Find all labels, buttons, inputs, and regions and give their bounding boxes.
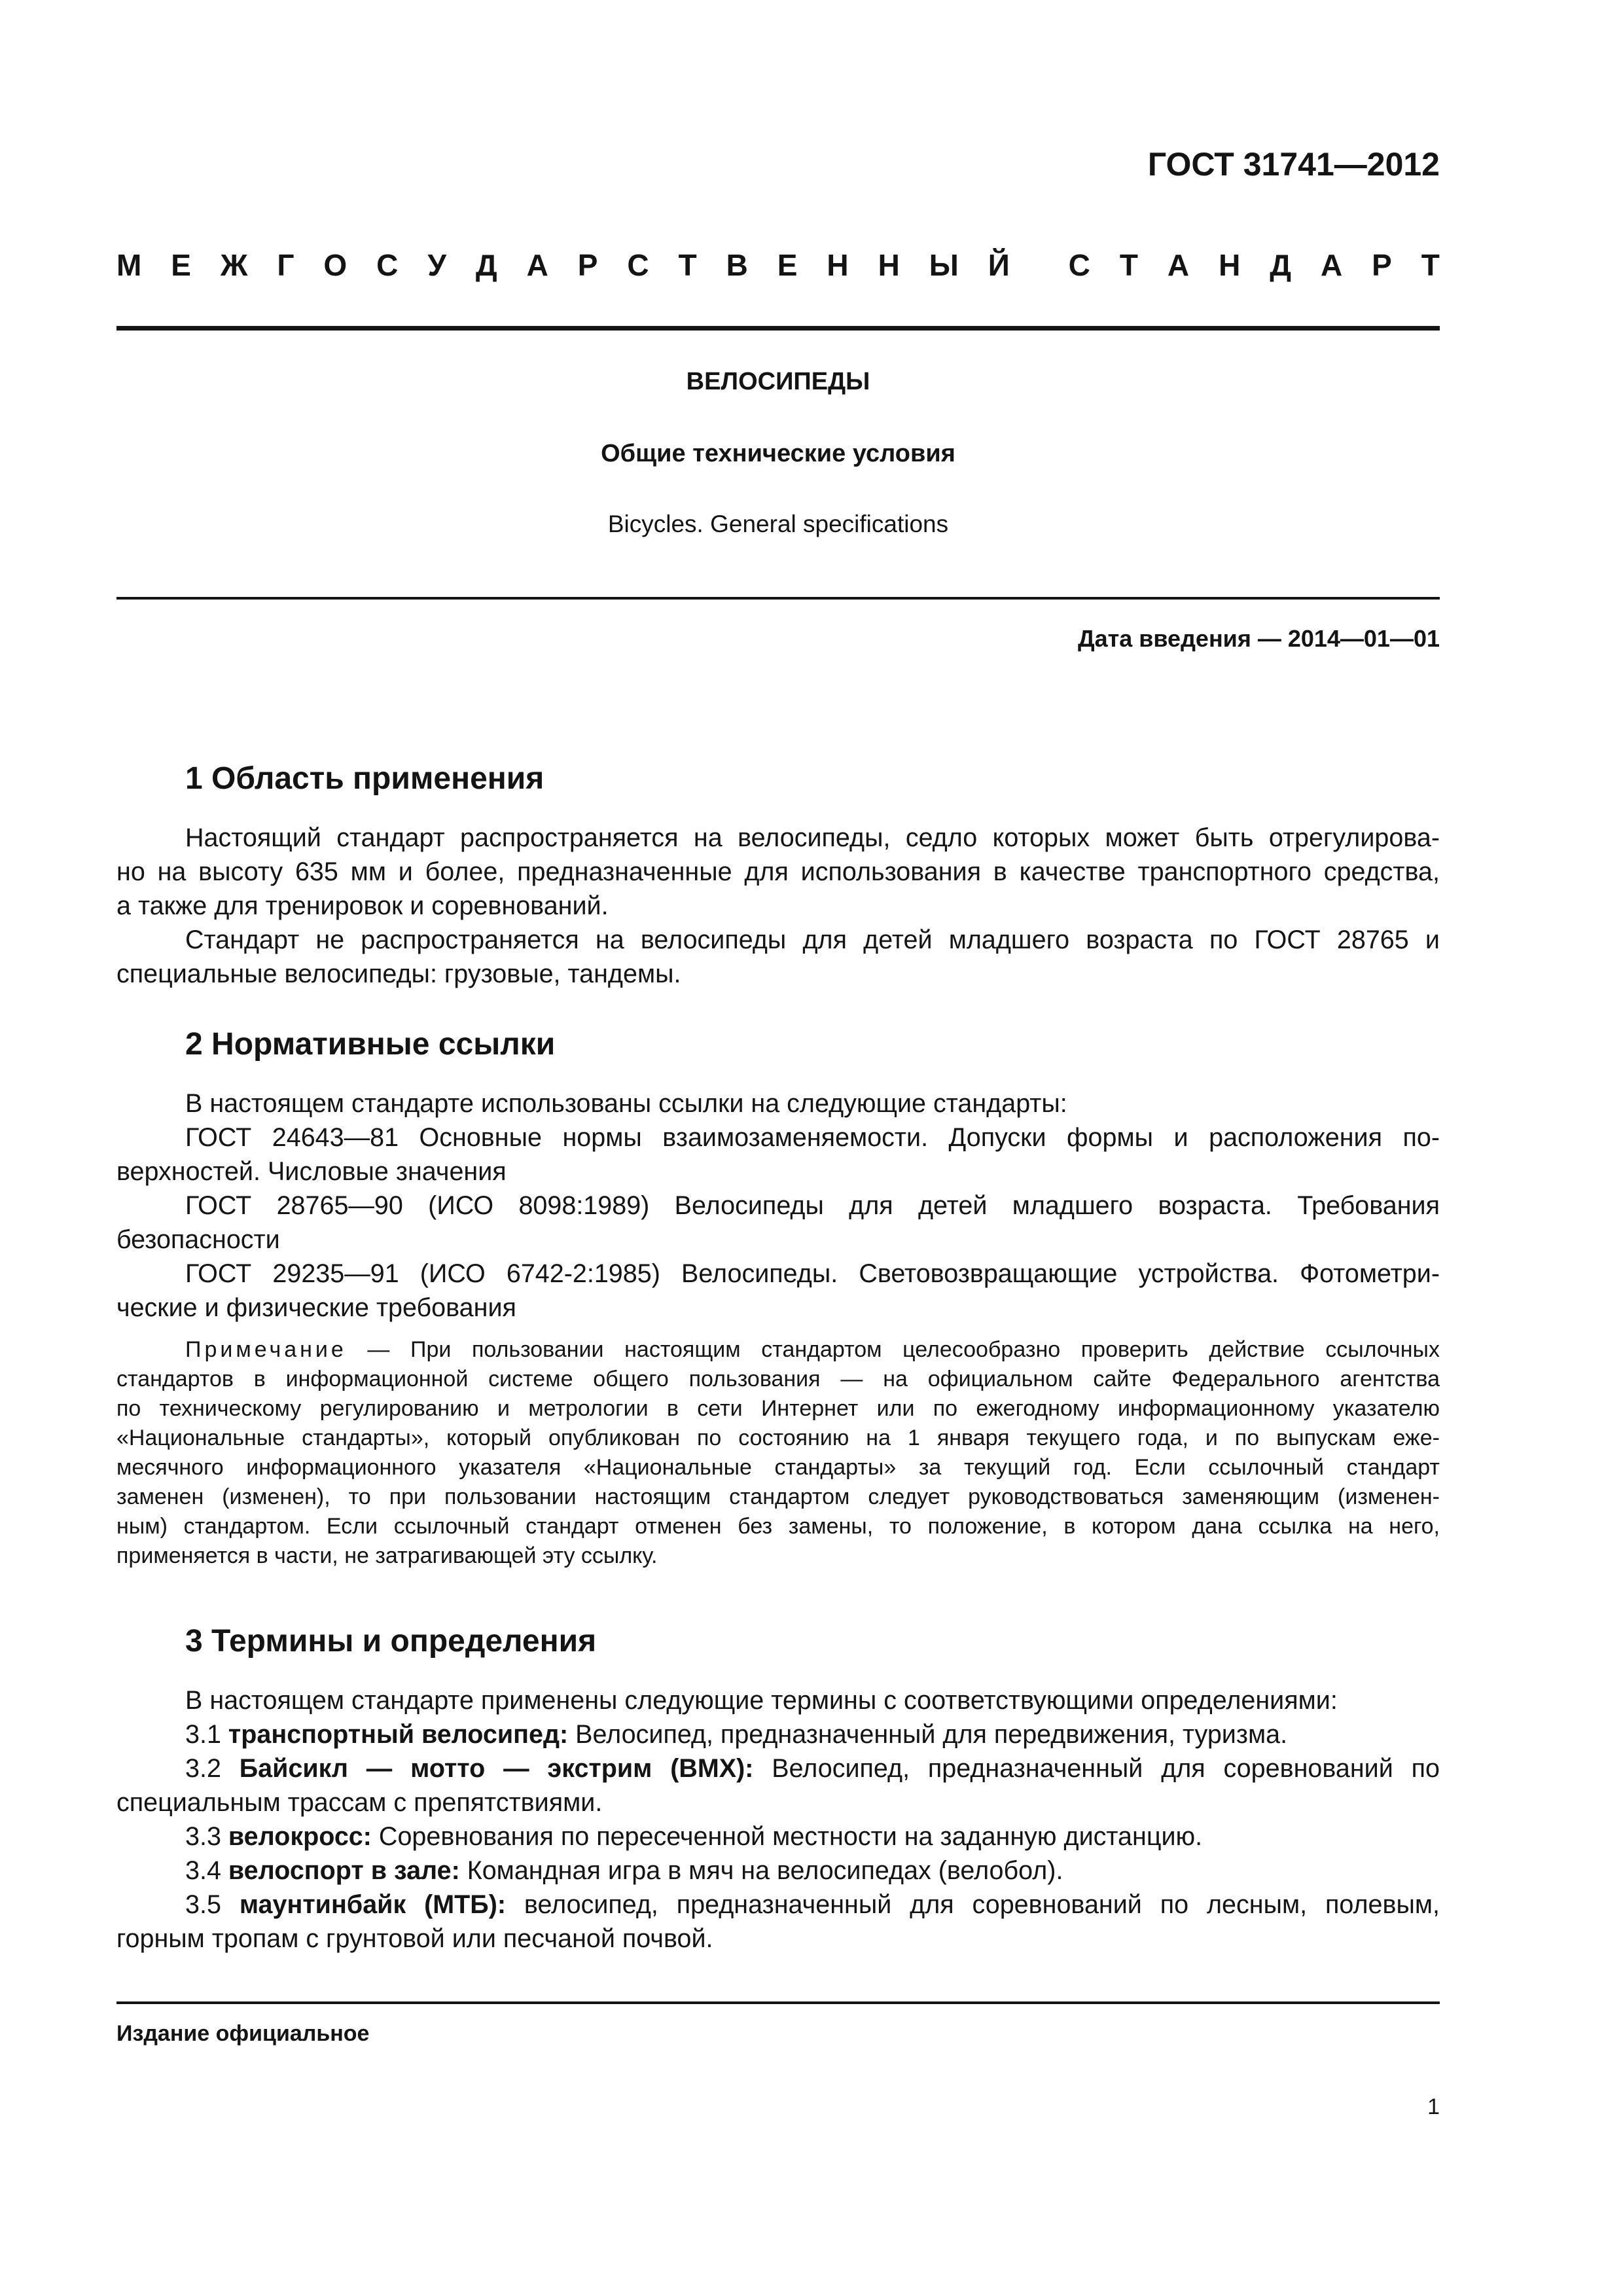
introduction-date: Дата введения — 2014—01—01 — [1077, 625, 1440, 652]
section-1-heading: 1 Область применения — [185, 761, 544, 796]
heading-letter: В — [726, 248, 748, 282]
heading-letter: Р — [1372, 248, 1392, 282]
heading-letter: Д — [1270, 248, 1292, 282]
paragraph-line: В настоящем стандарте использованы ссылки на следующие стандарты: — [185, 1089, 1067, 1118]
note-line: применяется в части, не затрагивающей эту ссылку. — [116, 1543, 658, 1568]
heading-letter: А — [1320, 248, 1343, 282]
note-first-line — [185, 1335, 1440, 1364]
term-name: велоспорт в зале: — [228, 1856, 460, 1885]
note-line: заменен (изменен), то при пользовании настоящим стандартом следует руководствоваться заменяющим (изменен- — [116, 1484, 1440, 1509]
term-definition: Командная игра в мяч на велосипедах (велобол). — [459, 1856, 1063, 1885]
term-3-2 — [185, 1751, 1440, 1785]
term-number: 3.5 — [185, 1890, 221, 1919]
heading-letter: Г — [277, 248, 294, 282]
reference-line: верхностей. Числовые значения — [116, 1157, 507, 1186]
term-3-1 — [185, 1717, 1440, 1751]
heading-letter: Ж — [220, 248, 248, 282]
term-3-5 — [185, 1888, 1440, 1922]
term-name: транспортный велосипед: — [228, 1720, 569, 1749]
paragraph-line: но на высоту 635 мм и более, предназначенные для использования в качестве транспортного средства, — [116, 857, 1440, 886]
note-line: по техническому регулированию и метрологии в сети Интернет или по ежегодному информационному указателю — [116, 1396, 1440, 1421]
reference-line: ческие и физические требования — [116, 1293, 516, 1322]
note-text: — При пользовании настоящим стандартом целесообразно проверить действие ссылочных — [346, 1337, 1440, 1362]
heading-letter: Н — [827, 248, 849, 282]
note-line: месячного информационного указателя «Национальные стандарты» за текущий год. Если ссылочный стандарт — [116, 1455, 1440, 1480]
official-edition-label: Издание официальное — [116, 2021, 370, 2046]
term-definition: велосипед, предназначенный для соревнований по лесным, полевым, — [506, 1890, 1440, 1919]
footer-rule — [116, 2001, 1440, 2004]
reference-line: ГОСТ 28765—90 (ИСО 8098:1989) Велосипеды для детей младшего возраста. Требования — [185, 1191, 1440, 1220]
reference-line: ГОСТ 24643—81 Основные нормы взаимозаменяемости. Допуски формы и расположения по- — [185, 1123, 1440, 1152]
section-3-heading: 3 Термины и определения — [185, 1624, 597, 1659]
heading-letter: У — [427, 248, 446, 282]
heading-letter: Ы — [929, 248, 959, 282]
interstate-standard-heading — [116, 247, 1440, 283]
note-line: ным) стандартом. Если ссылочный стандарт отменен без замены, то положение, в котором дана ссылка на него, — [116, 1514, 1440, 1539]
section-2-heading: 2 Нормативные ссылки — [185, 1027, 556, 1062]
paragraph-line: специальные велосипеды: грузовые, тандемы. — [116, 960, 681, 988]
term-definition: Соревнования по пересеченной местности на заданную дистанцию. — [371, 1822, 1203, 1851]
document-title: ВЕЛОСИПЕДЫ — [686, 368, 870, 395]
note-label: Примечание — [185, 1337, 347, 1362]
note-line: «Национальные стандарты», который опубликован по состоянию на 1 января текущего года, и по выпускам еже- — [116, 1426, 1440, 1450]
heading-letter: Е — [777, 248, 798, 282]
heading-letter: М — [116, 248, 142, 282]
term-number: 3.3 — [185, 1822, 221, 1851]
heading-letter: Т — [1119, 248, 1138, 282]
heading-letter: Н — [878, 248, 900, 282]
heading-letter: Й — [988, 248, 1010, 282]
heading-letter: Д — [475, 248, 497, 282]
term-definition: Велосипед, предназначенный для соревнований по — [753, 1754, 1440, 1783]
term-number: 3.1 — [185, 1720, 221, 1749]
english-title: Bicycles. General specifications — [607, 511, 949, 537]
term-3-3 — [185, 1820, 1440, 1854]
term-continuation: специальным трассам с препятствиями. — [116, 1788, 603, 1817]
document-subtitle: Общие технические условия — [601, 440, 955, 467]
term-number: 3.4 — [185, 1856, 221, 1885]
page-number: 1 — [1427, 2094, 1440, 2119]
header-rule — [116, 326, 1440, 331]
term-name: маунтинбайк (МТБ): — [239, 1890, 507, 1919]
term-number: 3.2 — [185, 1754, 221, 1783]
term-name: велокросс: — [228, 1822, 372, 1851]
heading-letter: А — [526, 248, 548, 282]
note-line: стандартов в информационной системе общего пользования — на официальном сайте Федерального агентства — [116, 1367, 1440, 1391]
heading-letter: Т — [678, 248, 697, 282]
title-rule — [116, 597, 1440, 600]
paragraph-line: В настоящем стандарте применены следующие термины с соответствующими определениями: — [185, 1686, 1338, 1715]
term-3-4 — [185, 1854, 1440, 1888]
heading-letter: Р — [577, 248, 598, 282]
heading-letter: С — [627, 248, 649, 282]
heading-letter: Н — [1219, 248, 1241, 282]
heading-letter: С — [1068, 248, 1090, 282]
term-name: Байсикл — мотто — экстрим (BMX): — [239, 1754, 754, 1783]
heading-letter: Т — [1421, 248, 1440, 282]
gost-number: ГОСТ 31741—2012 — [1147, 146, 1440, 183]
heading-letter: О — [323, 248, 348, 282]
paragraph-line: а также для тренировок и соревнований. — [116, 891, 609, 920]
reference-line: безопасности — [116, 1225, 280, 1254]
reference-line: ГОСТ 29235—91 (ИСО 6742-2:1985) Велосипеды. Световозвращающие устройства. Фотометри- — [185, 1259, 1440, 1288]
heading-letter: А — [1167, 248, 1190, 282]
term-definition: Велосипед, предназначенный для передвижения, туризма. — [568, 1720, 1288, 1749]
paragraph-line: Настоящий стандарт распространяется на велосипеды, седло которых может быть отрегулирова- — [185, 823, 1440, 852]
term-continuation: горным тропам с грунтовой или песчаной почвой. — [116, 1924, 713, 1953]
paragraph-line: Стандарт не распространяется на велосипеды для детей младшего возраста по ГОСТ 28765 и — [185, 925, 1440, 954]
heading-letter: С — [376, 248, 399, 282]
heading-letter: Е — [171, 248, 191, 282]
